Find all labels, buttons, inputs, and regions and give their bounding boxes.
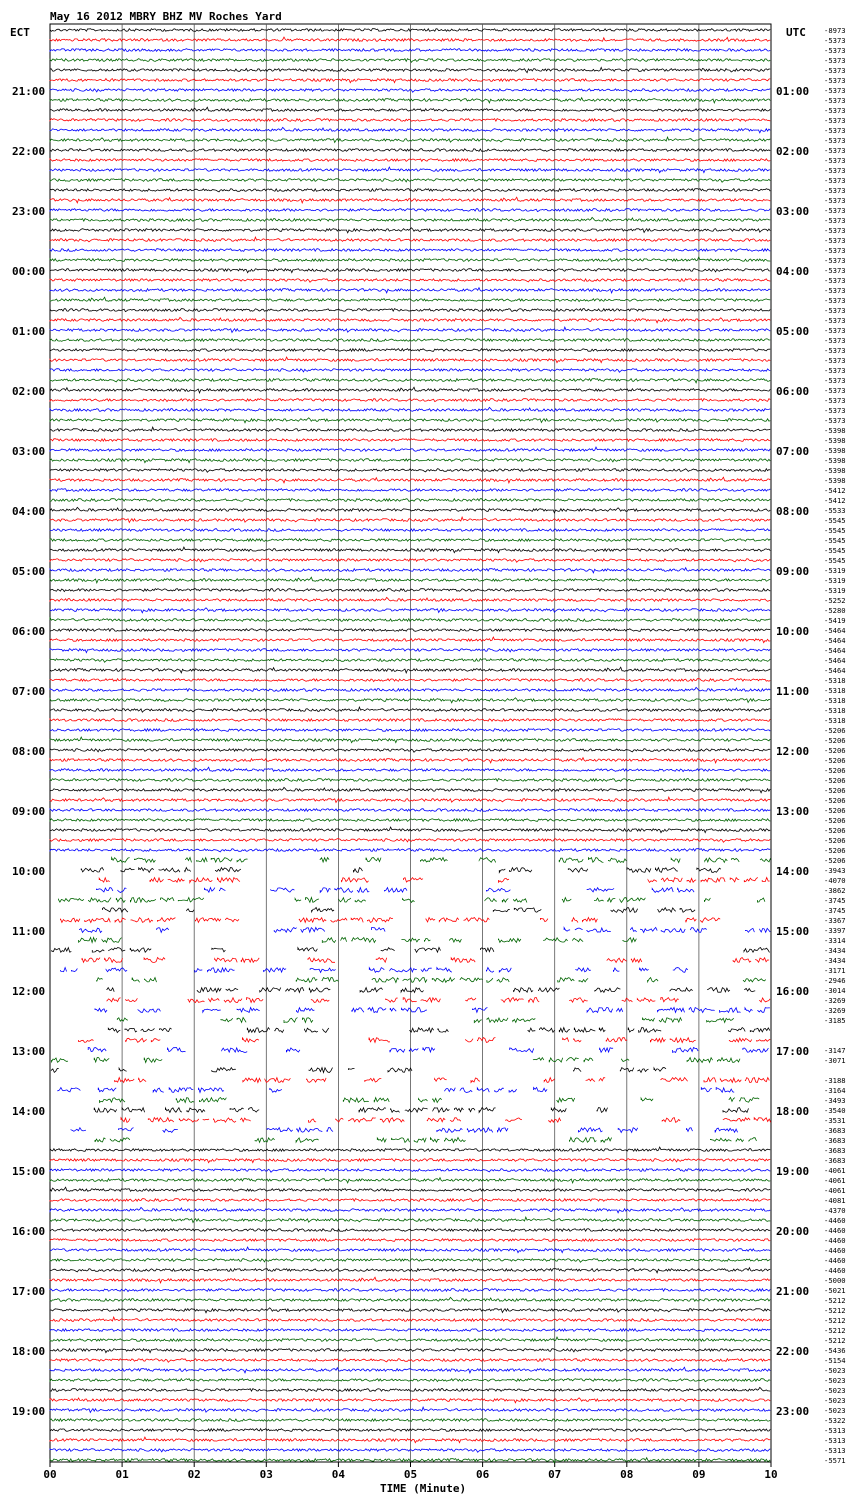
right-hour-label: 03:00 — [776, 205, 810, 218]
trace-offset-label: -5412 — [824, 486, 846, 495]
trace-offset-label: -5021 — [824, 1286, 846, 1295]
seismic-trace — [88, 1048, 768, 1053]
trace-offset-label: -5212 — [824, 1336, 846, 1345]
trace-offset-label: -5373 — [824, 76, 846, 85]
trace-offset-label: -5318 — [824, 706, 846, 715]
seismic-trace — [121, 1118, 771, 1123]
trace-offset-label: -3397 — [824, 926, 846, 935]
x-tick-label: 08 — [620, 1468, 634, 1481]
trace-offset-label: -5373 — [824, 296, 846, 305]
trace-offset-label: -3683 — [824, 1146, 846, 1155]
trace-offset-label: -5398 — [824, 426, 846, 435]
trace-offset-label: -5206 — [824, 796, 846, 805]
trace-offset-label: -5373 — [824, 56, 846, 65]
right-hour-label: 15:00 — [776, 925, 810, 938]
left-hour-label: 16:00 — [12, 1225, 46, 1238]
trace-offset-label: -5373 — [824, 386, 846, 395]
trace-offset-label: -5023 — [824, 1396, 846, 1405]
x-tick-label: 06 — [475, 1468, 490, 1481]
trace-offset-label: -5373 — [824, 376, 846, 385]
x-tick-label: 09 — [692, 1468, 706, 1481]
right-hour-label: 19:00 — [776, 1165, 810, 1178]
trace-offset-label: -5545 — [824, 526, 846, 535]
trace-offset-label: -5206 — [824, 786, 846, 795]
trace-offset-label: -5545 — [824, 546, 846, 555]
trace-offset-label: -4061 — [824, 1186, 846, 1195]
trace-offset-label: -5373 — [824, 206, 846, 215]
x-tick-label: 02 — [187, 1468, 201, 1481]
trace-offset-label: -5373 — [824, 46, 846, 55]
trace-offset-label: -5154 — [824, 1356, 846, 1365]
left-hour-label: 02:00 — [12, 385, 46, 398]
seismic-trace — [96, 888, 694, 893]
trace-offset-label: -5000 — [824, 1276, 846, 1285]
trace-offset-label: -5373 — [824, 176, 846, 185]
trace-offset-label: -5373 — [824, 306, 846, 315]
trace-offset-label: -4370 — [824, 1206, 846, 1215]
trace-offset-label: -5212 — [824, 1316, 846, 1325]
trace-offset-label: -5206 — [824, 746, 846, 755]
seismic-trace — [81, 868, 721, 873]
trace-offset-label: -5373 — [824, 396, 846, 405]
trace-offset-label: -5319 — [824, 576, 846, 585]
trace-offset-label: -3434 — [824, 956, 846, 965]
trace-offset-label: -5206 — [824, 846, 846, 855]
trace-offset-label: -2946 — [824, 976, 846, 985]
seismic-trace — [115, 1078, 770, 1083]
trace-offset-label: -5373 — [824, 106, 846, 115]
seismic-trace — [58, 1088, 734, 1093]
trace-offset-label: -4081 — [824, 1196, 846, 1205]
trace-offset-label: -5373 — [824, 166, 846, 175]
trace-offset-label: -5373 — [824, 36, 846, 45]
right-hour-label: 05:00 — [776, 325, 810, 338]
x-axis-label: TIME (Minute) — [380, 1482, 467, 1495]
trace-offset-label: -5319 — [824, 566, 846, 575]
trace-offset-label: -5206 — [824, 836, 846, 845]
trace-offset-label: -3862 — [824, 886, 846, 895]
trace-offset-label: -5464 — [824, 636, 846, 645]
trace-offset-label: -5545 — [824, 516, 846, 525]
seismic-trace — [71, 1128, 738, 1133]
trace-offset-label: -5464 — [824, 646, 846, 655]
right-hour-label: 21:00 — [776, 1285, 810, 1298]
seismic-trace — [94, 1108, 748, 1113]
seismic-trace — [79, 938, 637, 943]
trace-offset-label: -5206 — [824, 776, 846, 785]
trace-offset-label: -5464 — [824, 666, 846, 675]
seismic-trace — [95, 1008, 770, 1013]
left-hour-label: 00:00 — [12, 265, 46, 278]
seismic-trace — [58, 898, 765, 903]
trace-offset-label: -5373 — [824, 66, 846, 75]
trace-offset-label: -5464 — [824, 656, 846, 665]
right-hour-label: 12:00 — [776, 745, 810, 758]
trace-offset-label: -5206 — [824, 806, 846, 815]
trace-offset-label: -5533 — [824, 506, 846, 515]
trace-offset-label: -5398 — [824, 446, 846, 455]
trace-offset-label: -5212 — [824, 1306, 846, 1315]
trace-offset-label: -5373 — [824, 136, 846, 145]
trace-offset-label: -3745 — [824, 906, 846, 915]
trace-offset-label: -5212 — [824, 1326, 846, 1335]
x-tick-label: 00 — [43, 1468, 57, 1481]
trace-offset-label: -5373 — [824, 366, 846, 375]
seismic-trace — [117, 1018, 733, 1023]
trace-offset-label: -5023 — [824, 1366, 846, 1375]
right-hour-label: 01:00 — [776, 85, 810, 98]
trace-offset-label: -5373 — [824, 116, 846, 125]
seismic-trace — [60, 918, 720, 923]
x-tick-label: 10 — [764, 1468, 778, 1481]
left-hour-label: 08:00 — [12, 745, 46, 758]
right-hour-label: 06:00 — [776, 385, 810, 398]
right-timezone-label: UTC — [786, 26, 806, 39]
x-tick-label: 01 — [115, 1468, 129, 1481]
x-tick-label: 03 — [259, 1468, 273, 1481]
trace-offset-label: -4460 — [824, 1256, 846, 1265]
trace-offset-label: -5023 — [824, 1386, 846, 1395]
trace-offset-label: -5419 — [824, 616, 846, 625]
trace-offset-label: -3943 — [824, 866, 846, 875]
trace-offset-label: -3434 — [824, 946, 846, 955]
right-hour-label: 22:00 — [776, 1345, 810, 1358]
trace-offset-label: -4061 — [824, 1176, 846, 1185]
trace-offset-label: -3531 — [824, 1116, 846, 1125]
trace-offset-label: -4460 — [824, 1236, 846, 1245]
trace-offset-label: -3185 — [824, 1016, 846, 1025]
trace-offset-label: -5206 — [824, 816, 846, 825]
trace-offset-label: -3147 — [824, 1046, 846, 1055]
trace-offset-label: -5373 — [824, 416, 846, 425]
trace-offset-label: -3188 — [824, 1076, 846, 1085]
trace-offset-label: -5373 — [824, 146, 846, 155]
left-hour-label: 11:00 — [12, 925, 46, 938]
left-hour-label: 21:00 — [12, 85, 46, 98]
trace-offset-label: -5373 — [824, 406, 846, 415]
trace-offset-label: -5206 — [824, 736, 846, 745]
left-hour-label: 07:00 — [12, 685, 46, 698]
trace-offset-label: -5212 — [824, 1296, 846, 1305]
trace-offset-label: -5206 — [824, 756, 846, 765]
trace-offset-label: -5373 — [824, 336, 846, 345]
trace-offset-label: -3683 — [824, 1156, 846, 1165]
trace-offset-label: -5398 — [824, 466, 846, 475]
left-hour-label: 05:00 — [12, 565, 46, 578]
seismic-trace — [107, 998, 770, 1003]
left-hour-label: 18:00 — [12, 1345, 46, 1358]
left-hour-label: 09:00 — [12, 805, 46, 818]
trace-offset-label: -3269 — [824, 1006, 846, 1015]
trace-offset-label: -5373 — [824, 266, 846, 275]
seismic-trace — [97, 978, 766, 983]
trace-offset-label: -5319 — [824, 586, 846, 595]
right-hour-label: 04:00 — [776, 265, 810, 278]
trace-offset-label: -5280 — [824, 606, 846, 615]
seismic-trace — [112, 858, 771, 863]
trace-offset-label: -5318 — [824, 716, 846, 725]
trace-offset-label: -5023 — [824, 1376, 846, 1385]
trace-offset-label: -3269 — [824, 996, 846, 1005]
left-hour-label: 04:00 — [12, 505, 46, 518]
trace-offset-label: -3745 — [824, 896, 846, 905]
trace-offset-label: -5252 — [824, 596, 846, 605]
trace-offset-label: -5464 — [824, 626, 846, 635]
trace-offset-label: -4460 — [824, 1216, 846, 1225]
right-hour-label: 17:00 — [776, 1045, 810, 1058]
right-hour-label: 16:00 — [776, 985, 810, 998]
left-hour-label: 10:00 — [12, 865, 46, 878]
left-hour-label: 15:00 — [12, 1165, 46, 1178]
trace-offset-label: -5206 — [824, 856, 846, 865]
trace-offset-label: -4460 — [824, 1246, 846, 1255]
trace-offset-label: -3367 — [824, 916, 846, 925]
trace-offset-label: -5373 — [824, 186, 846, 195]
trace-offset-label: -5313 — [824, 1426, 846, 1435]
right-hour-label: 11:00 — [776, 685, 810, 698]
trace-offset-label: -5373 — [824, 226, 846, 235]
trace-offset-label: -5373 — [824, 346, 846, 355]
seismic-trace — [102, 908, 695, 913]
seismic-trace — [80, 928, 771, 933]
trace-offset-label: -5373 — [824, 96, 846, 105]
trace-offset-label: -5206 — [824, 726, 846, 735]
trace-offset-label: -5373 — [824, 126, 846, 135]
right-hour-label: 10:00 — [776, 625, 810, 638]
right-hour-label: 23:00 — [776, 1405, 810, 1418]
x-tick-label: 05 — [403, 1468, 418, 1481]
left-hour-label: 22:00 — [12, 145, 46, 158]
trace-offset-label: -5373 — [824, 86, 846, 95]
trace-offset-label: -5398 — [824, 476, 846, 485]
trace-offset-label: -5373 — [824, 246, 846, 255]
trace-offset-label: -5373 — [824, 216, 846, 225]
trace-offset-label: -5373 — [824, 356, 846, 365]
right-hour-label: 14:00 — [776, 865, 810, 878]
right-hour-label: 13:00 — [776, 805, 810, 818]
trace-offset-label: -5398 — [824, 436, 846, 445]
left-timezone-label: ECT — [10, 26, 30, 39]
trace-offset-label: -3314 — [824, 936, 846, 945]
right-hour-label: 20:00 — [776, 1225, 810, 1238]
trace-offset-label: -4061 — [824, 1166, 846, 1175]
seismic-trace — [100, 1098, 760, 1103]
trace-offset-label: -5322 — [824, 1416, 846, 1425]
trace-offset-label: -3540 — [824, 1106, 846, 1115]
chart-title: May 16 2012 MBRY BHZ MV Roches Yard — [50, 10, 282, 23]
trace-offset-label: -3171 — [824, 966, 846, 975]
right-hour-label: 02:00 — [776, 145, 810, 158]
x-tick-label: 07 — [548, 1468, 562, 1481]
trace-offset-label: -3683 — [824, 1126, 846, 1135]
left-hour-label: 06:00 — [12, 625, 46, 638]
seismic-trace — [61, 968, 688, 973]
trace-offset-label: -5206 — [824, 826, 846, 835]
trace-offset-label: -5373 — [824, 316, 846, 325]
trace-offset-label: -3493 — [824, 1096, 846, 1105]
trace-offset-label: -5373 — [824, 276, 846, 285]
trace-offset-label: -5436 — [824, 1346, 846, 1355]
trace-offset-label: -8973 — [824, 26, 846, 35]
trace-offset-label: -3071 — [824, 1056, 846, 1065]
trace-offset-label: -5373 — [824, 256, 846, 265]
trace-offset-label: -5545 — [824, 556, 846, 565]
seismic-trace — [51, 1068, 666, 1073]
trace-offset-label: -5373 — [824, 286, 846, 295]
left-hour-label: 14:00 — [12, 1105, 46, 1118]
seismic-trace — [82, 958, 769, 963]
right-hour-label: 07:00 — [776, 445, 810, 458]
trace-offset-label: -5313 — [824, 1446, 846, 1455]
trace-offset-label: -3014 — [824, 986, 846, 995]
left-hour-label: 17:00 — [12, 1285, 46, 1298]
left-hour-label: 01:00 — [12, 325, 46, 338]
trace-offset-label: -5373 — [824, 236, 846, 245]
left-hour-label: 03:00 — [12, 445, 46, 458]
trace-offset-label: -5373 — [824, 196, 846, 205]
left-hour-label: 13:00 — [12, 1045, 46, 1058]
seismic-trace — [108, 1028, 770, 1033]
trace-offset-label: -3683 — [824, 1136, 846, 1145]
trace-offset-label: -5023 — [824, 1406, 846, 1415]
seismic-trace — [99, 878, 770, 883]
seismic-trace — [107, 988, 756, 993]
right-hour-label: 09:00 — [776, 565, 810, 578]
left-hour-label: 19:00 — [12, 1405, 46, 1418]
seismic-trace — [52, 1058, 741, 1063]
trace-offset-label: -4070 — [824, 876, 846, 885]
trace-offset-label: -3164 — [824, 1086, 846, 1095]
trace-offset-label: -5571 — [824, 1456, 846, 1465]
trace-offset-label: -5318 — [824, 696, 846, 705]
trace-offset-label: -5373 — [824, 326, 846, 335]
trace-offset-label: -4460 — [824, 1226, 846, 1235]
x-tick-label: 04 — [331, 1468, 346, 1481]
trace-offset-label: -5318 — [824, 686, 846, 695]
seismic-trace — [79, 1038, 771, 1043]
left-hour-label: 23:00 — [12, 205, 46, 218]
trace-offset-label: -5313 — [824, 1436, 846, 1445]
trace-offset-label: -5206 — [824, 766, 846, 775]
right-hour-label: 18:00 — [776, 1105, 810, 1118]
right-hour-label: 08:00 — [776, 505, 810, 518]
trace-offset-label: -5545 — [824, 536, 846, 545]
left-hour-label: 12:00 — [12, 985, 46, 998]
trace-offset-label: -5318 — [824, 676, 846, 685]
trace-offset-label: -4460 — [824, 1266, 846, 1275]
trace-offset-label: -5412 — [824, 496, 846, 505]
trace-offset-label: -5398 — [824, 456, 846, 465]
trace-offset-label: -5373 — [824, 156, 846, 165]
